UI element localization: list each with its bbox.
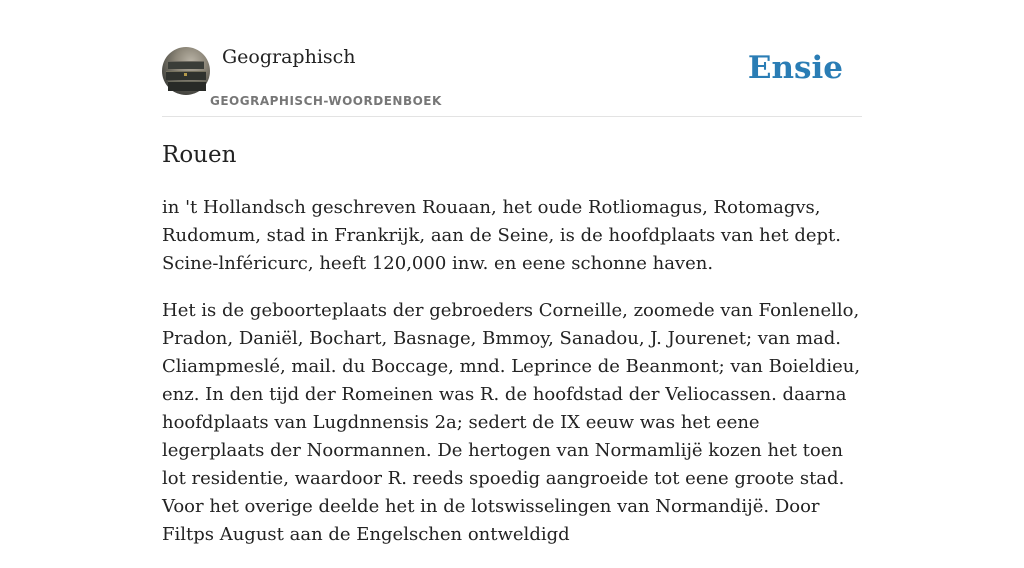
source-subtitle[interactable]: GEOGRAPHISCH-WOORDENBOEK xyxy=(210,94,442,108)
article-title: Rouen xyxy=(162,142,237,168)
article xyxy=(162,140,862,568)
brand-logo[interactable]: Ensie xyxy=(747,50,843,86)
article-paragraph: in 't Hollandsch geschreven Rouaan, het oude Rotliomagus, Rotomagvs, Rudomum, stad in Frankrijk, aan de Seine, is de hoofdplaats van het dept. Scine-lnféricurc, heeft 120,000 inw. en eene schonne haven. xyxy=(162,197,841,274)
article-paragraph: Het is de geboorteplaats der gebroeders Corneille, zoomede van Fonlenello, Pradon, Daniël, Bochart, Basnage, Bmmoy, Sanadou, J. Jourenet; van mad. Cliampmeslé, mail. du Boccage, mnd. Leprince de Beanmont; van Boieldieu, enz. In den tijd der Romeinen was R. de hoofdstad der Veliocassen. daarna hoofdplaats van Lugdnnensis 2a; sedert de IX eeuw was het eene legerplaats der Noormannen. De hertogen van Normamlijë kozen het toen lot residentie, waardoor R. reeds spoedig aangroeide tot eene groote stad. Voor het overige deelde het in de lotswisselingen van Normandijë. Door Filtps August aan de Engelschen ontweldigd xyxy=(162,300,861,545)
source-avatar[interactable] xyxy=(162,47,210,95)
book-spine-image xyxy=(168,81,206,91)
book-ornament xyxy=(184,73,187,76)
source-title[interactable]: Geographisch xyxy=(222,46,356,68)
header xyxy=(162,0,862,117)
book-spine-image xyxy=(168,61,204,69)
